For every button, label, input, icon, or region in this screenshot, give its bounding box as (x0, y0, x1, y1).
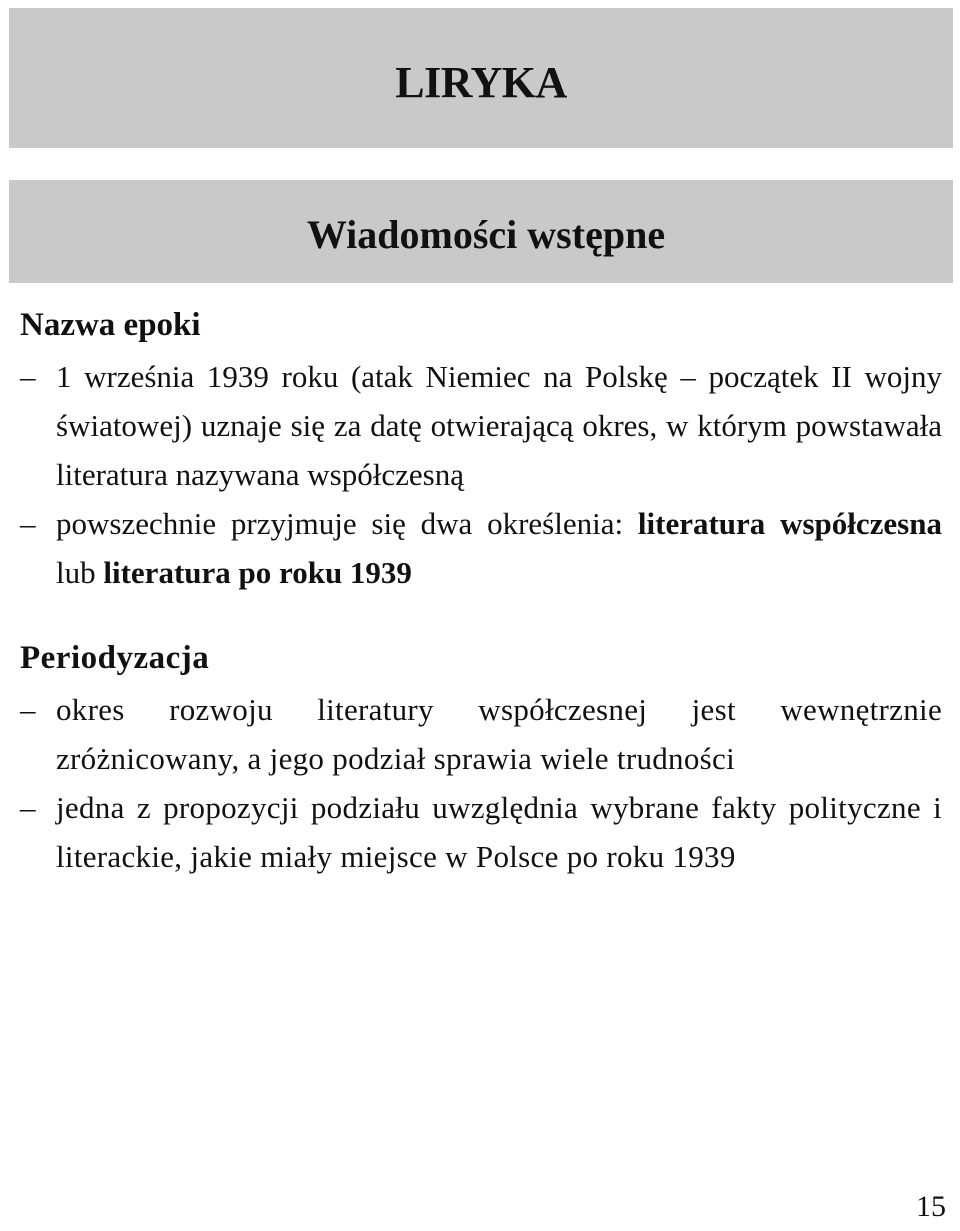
section-nazwa-epoki (20, 302, 942, 597)
dash-marker: – (20, 790, 36, 825)
heading-nazwa-epoki: Nazwa epoki (20, 307, 201, 343)
term-literatura-po-roku-1939: literatura po roku 1939 (103, 555, 412, 590)
bullet-list-periodyzacja (20, 685, 942, 881)
main-content (20, 302, 942, 881)
dash-marker: – (20, 692, 36, 727)
list-item-text: 1 września 1939 roku (atak Niemiec na Polskę – początek II wojny światowej) uznaje się za datę otwierającą okres, w którym powstawała literatura nazywana współczesną (56, 359, 942, 492)
section-title: Wiadomości wstępne (306, 212, 666, 257)
list-item-text: okres rozwoju literatury współczesnej jest wewnętrznie zróżnicowany, a jego podział sprawia wiele trudności (56, 692, 942, 776)
section-header-bar (9, 180, 953, 283)
heading-periodyzacja: Periodyzacja (20, 640, 210, 676)
term-literatura-wspolczesna: literatura współczesna (637, 506, 942, 541)
list-item (20, 499, 942, 597)
list-item-text: jedna z propozycji podziału uwzględnia wybrane fakty polityczne i literackie, jakie miały miejsce w Polsce po roku 1939 (56, 790, 942, 874)
section-periodyzacja (20, 635, 942, 881)
page-number: 15 (916, 1190, 946, 1223)
dash-marker: – (20, 359, 36, 394)
list-item-text: powszechnie przyjmuje się dwa określenia: (56, 506, 638, 541)
list-item (20, 352, 942, 499)
list-item (20, 783, 942, 881)
dash-marker: – (20, 506, 36, 541)
list-item (20, 685, 942, 783)
chapter-header-bar (9, 8, 953, 148)
chapter-title: LIRYKA (395, 57, 567, 107)
list-item-text: lub (56, 555, 104, 590)
bullet-list-nazwa-epoki (20, 352, 942, 597)
